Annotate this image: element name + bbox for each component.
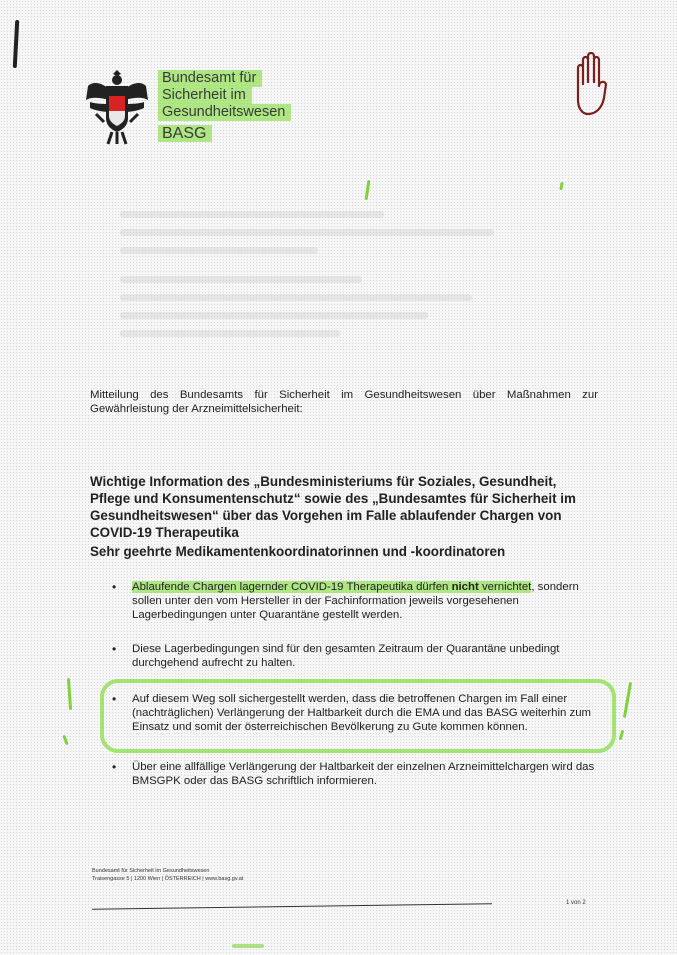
footer-divider bbox=[92, 903, 492, 910]
list-item bbox=[110, 580, 600, 622]
bullet-marker: • bbox=[112, 692, 117, 706]
bullet-marker: • bbox=[112, 580, 117, 594]
headline: Wichtige Information des „Bundesministeriums für Soziales, Gesundheit, Pflege und Konsumentenschutz“ sowie des „Bundesamtes für Sicherheit im Gesundheitswesen“ über das Vorgehen im Falle ablaufender Chargen von COVID-19 Therapeutika bbox=[90, 474, 576, 541]
highlighter-tick bbox=[232, 944, 264, 948]
footer-line-1: Bundesamt für Sicherheit im Gesundheitswesen bbox=[92, 868, 210, 874]
austrian-eagle-coat-of-arms-icon bbox=[84, 66, 150, 146]
pen-mark bbox=[13, 20, 20, 68]
bullet-text: Auf diesem Weg soll sichergestellt werden, dass die betroffenen Chargen im Fall einer (nachträglichen) Verlängerung der Haltbarkeit durch die EMA und das BASG weiterhin zum Einsatz und somit der österreichischen Bevölkerung zu Gute kommen können. bbox=[132, 693, 592, 733]
page-number: 1 von 2 bbox=[566, 900, 586, 906]
intro-paragraph: Mitteilung des Bundesamts für Sicherheit im Gesundheitswesen über Maßnahmen zur Gewährleistung der Arzneimittelsicherheit: bbox=[90, 389, 598, 416]
bullet-text: Diese Lagerbedingungen sind für den gesamten Zeitraum der Quarantäne unbedingt durchgehend aufrecht zu halten. bbox=[132, 643, 560, 669]
organization-name bbox=[158, 70, 291, 142]
highlighter-tick bbox=[623, 682, 632, 718]
highlighter-tick bbox=[67, 678, 72, 710]
footer-line-2: Traisengasse 5 | 1200 Wien | ÖSTERREICH | www.basg.gv.at bbox=[92, 876, 244, 882]
org-line-1: Bundesamt für bbox=[158, 70, 262, 87]
highlighter-tick bbox=[559, 182, 563, 190]
bullet-text: Über eine allfällige Verlängerung der Haltbarkeit der einzelnen Arzneimittelchargen wird das BMSGPK oder das BASG schriftlich informieren. bbox=[132, 761, 595, 787]
stop-hand-icon bbox=[568, 50, 614, 122]
highlighter-tick bbox=[365, 180, 371, 200]
org-abbreviation: BASG bbox=[158, 125, 212, 142]
org-line-3: Gesundheitswesen bbox=[158, 104, 291, 121]
bullet-text: , sondern sollen unter den vom Hersteller in der Fachinformation jeweils vorgesehenen Lagerbedingungen unter Quarantäne gestellt werden. bbox=[132, 581, 579, 621]
emphasis-text: nicht bbox=[451, 581, 479, 593]
highlighter-tick bbox=[62, 735, 68, 745]
faded-text-area bbox=[120, 200, 560, 348]
bullet-text: Ablaufende Chargen lagernder COVID-19 Therapeutika dürfen bbox=[132, 581, 452, 593]
footer-address bbox=[92, 867, 243, 883]
highlighter-tick bbox=[619, 730, 624, 740]
list-item bbox=[110, 692, 600, 734]
salutation: Sehr geehrte Medikamentenkoordinatorinnen und -koordinatoren bbox=[90, 544, 506, 559]
org-line-2: Sicherheit im bbox=[158, 87, 252, 104]
bullet-list bbox=[110, 580, 600, 788]
bullet-text: vernichtet bbox=[478, 581, 532, 593]
list-item bbox=[110, 760, 600, 788]
highlighted-text bbox=[132, 581, 531, 593]
list-item bbox=[110, 642, 600, 670]
bullet-marker: • bbox=[112, 760, 117, 774]
bullet-marker: • bbox=[112, 642, 117, 656]
